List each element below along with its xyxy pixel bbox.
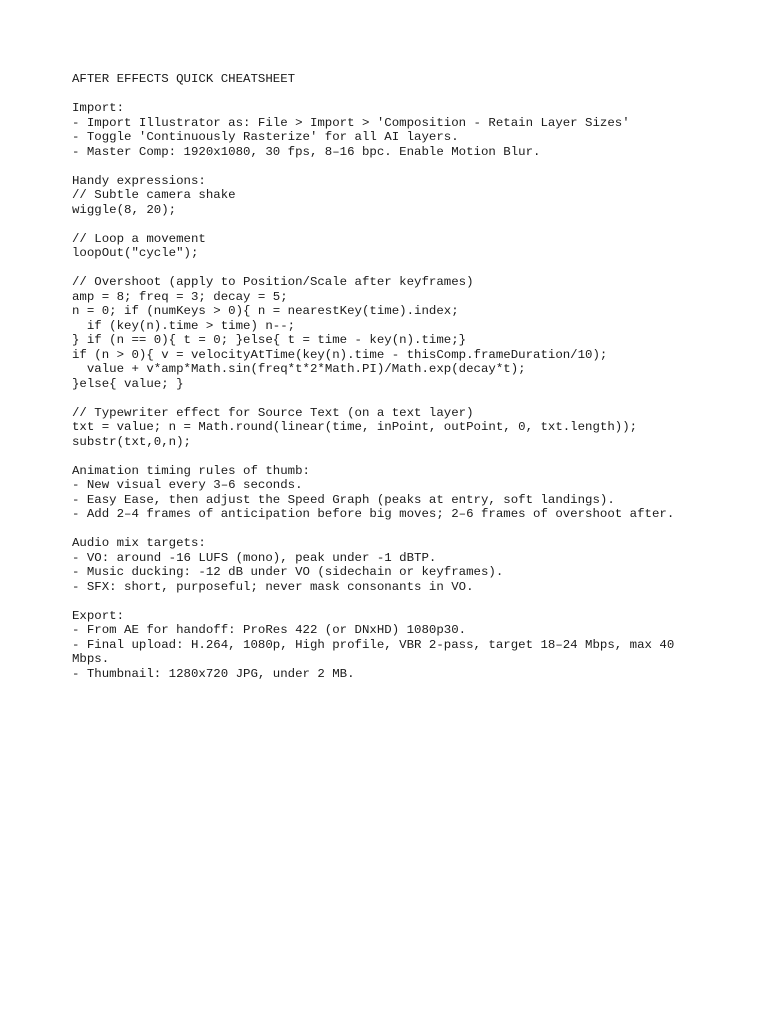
code-line: amp = 8; freq = 3; decay = 5;: [72, 289, 288, 304]
code-comment: // Overshoot (apply to Position/Scale after keyframes): [72, 275, 474, 289]
code-line: value + v*amp*Math.sin(freq*t*2*Math.PI)/Math.exp(decay*t);: [72, 362, 526, 376]
spacer: [72, 87, 696, 102]
list-item: - Thumbnail: 1280x720 JPG, under 2 MB.: [72, 666, 355, 681]
list-item: - Master Comp: 1920x1080, 30 fps, 8–16 bpc. Enable Motion Blur.: [72, 144, 541, 159]
section-timing: [72, 464, 696, 522]
section-export: [72, 609, 696, 682]
list-item: - From AE for handoff: ProRes 422 (or DNxHD) 1080p30.: [72, 623, 467, 637]
spacer: [72, 391, 696, 406]
code-line: loopOut("cycle");: [72, 246, 199, 260]
section-heading-export: Export:: [72, 608, 125, 623]
section-audio: [72, 536, 696, 594]
section-import: [72, 101, 696, 159]
spacer: [72, 449, 696, 464]
list-item: - VO: around -16 LUFS (mono), peak under -1 dBTP.: [72, 550, 437, 565]
code-line: wiggle(8, 20);: [72, 202, 177, 217]
cheatsheet-document: [72, 72, 696, 681]
code-comment: // Subtle camera shake: [72, 188, 236, 202]
list-item: - SFX: short, purposeful; never mask consonants in VO.: [72, 579, 474, 594]
spacer: [72, 159, 696, 174]
spacer: [72, 217, 696, 232]
code-comment: // Loop a movement: [72, 231, 206, 246]
section-heading-import: Import:: [72, 101, 125, 115]
spacer: [72, 522, 696, 537]
list-item: - New visual every 3–6 seconds.: [72, 478, 303, 492]
code-line: if (n > 0){ v = velocityAtTime(key(n).time - thisComp.frameDuration/10);: [72, 347, 608, 362]
section-heading-timing: Animation timing rules of thumb:: [72, 463, 310, 478]
code-line: txt = value; n = Math.round(linear(time, inPoint, outPoint, 0, txt.length));: [72, 420, 638, 434]
section-heading-expressions: Handy expressions:: [72, 173, 206, 188]
code-line: n = 0; if (numKeys > 0){ n = nearestKey(time).index;: [72, 304, 459, 318]
code-line: }else{ value; }: [72, 376, 184, 391]
list-item: - Music ducking: -12 dB under VO (sidechain or keyframes).: [72, 565, 504, 579]
code-line: } if (n == 0){ t = 0; }else{ t = time - key(n).time;}: [72, 333, 467, 347]
list-item: - Final upload: H.264, 1080p, High profile, VBR 2-pass, target 18–24 Mbps, max 40 Mbps.: [72, 637, 682, 666]
code-comment: // Typewriter effect for Source Text (on a text layer): [72, 405, 474, 420]
list-item: - Toggle 'Continuously Rasterize' for all AI layers.: [72, 130, 459, 144]
code-line: substr(txt,0,n);: [72, 434, 191, 449]
code-line: if (key(n).time > time) n--;: [72, 318, 296, 333]
spacer: [72, 261, 696, 276]
list-item: - Easy Ease, then adjust the Speed Graph (peaks at entry, soft landings).: [72, 492, 615, 507]
document-title: AFTER EFFECTS QUICK CHEATSHEET: [72, 72, 296, 86]
list-item: - Import Illustrator as: File > Import > 'Composition - Retain Layer Sizes': [72, 115, 630, 130]
section-heading-audio: Audio mix targets:: [72, 536, 206, 550]
section-expressions: [72, 174, 696, 450]
spacer: [72, 594, 696, 609]
list-item: - Add 2–4 frames of anticipation before big moves; 2–6 frames of overshoot after.: [72, 507, 675, 521]
